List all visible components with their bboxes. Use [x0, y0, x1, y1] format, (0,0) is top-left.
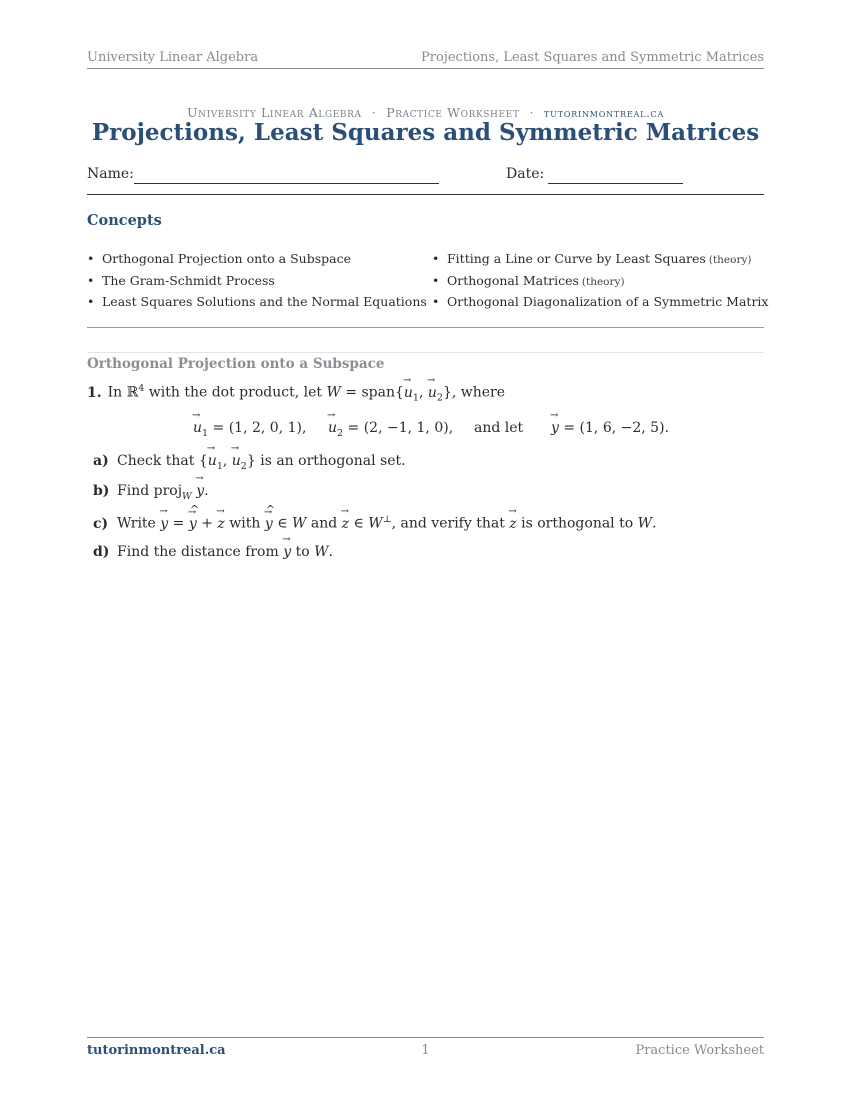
concept-text: Orthogonal Matrices	[447, 272, 579, 288]
date-field[interactable]	[548, 183, 683, 184]
question-number: 1.	[87, 384, 102, 401]
kicker-kind: Practice Worksheet	[386, 105, 520, 120]
kicker-separator: ·	[371, 105, 377, 120]
part-text: and	[306, 515, 342, 532]
worksheet-kicker	[87, 105, 764, 120]
u1-definition: → $u_1 = (1$, 2, 0, 1),	[193, 420, 306, 439]
concept-item	[87, 293, 427, 315]
y-value: = (1, 6, −2, 5).	[563, 420, 669, 436]
part-text: is orthogonal to	[516, 515, 638, 532]
part-c: c) Write → y = ^ y → + → z with ^ y → ∈ W and → z ∈ W⊥, and verify that → z is orthogonal to W.	[93, 514, 656, 532]
date-label: Date:	[506, 166, 545, 182]
footer-site: tutorinmontreal.ca	[87, 1043, 226, 1058]
intro-text: , where	[451, 384, 506, 401]
name-date-row	[87, 166, 764, 186]
section-divider	[87, 352, 764, 353]
header-divider	[87, 194, 764, 195]
kicker-course: University Linear Algebra	[186, 105, 362, 120]
intro-text: with the dot product, let	[144, 384, 327, 401]
concept-text: Least Squares Solutions and the Normal Equations	[102, 294, 427, 309]
name-field[interactable]	[134, 183, 439, 184]
question-1-intro: 1. In ℝ$^4$ with the dot product, let W = span{→ $u_1$, → $u_2$}, where	[87, 383, 764, 403]
name-label: Name:	[87, 166, 134, 182]
concept-text: The Gram-Schmidt Process	[102, 272, 275, 288]
footer-divider	[87, 1037, 764, 1038]
part-text: Find proj	[117, 483, 183, 499]
section-heading: Orthogonal Projection onto a Subspace	[87, 356, 385, 372]
dimension-superscript: 4	[138, 383, 145, 394]
concept-item	[432, 293, 768, 315]
kicker-site: tutorinmontreal.ca	[544, 107, 665, 120]
intro-text: In ℝ	[107, 384, 139, 401]
concept-text: Orthogonal Projection onto a Subspace	[102, 251, 351, 266]
part-text: Check that	[117, 453, 199, 469]
part-text: to	[291, 544, 315, 560]
u2-value: = (2, −1, 1, 0),	[347, 420, 454, 436]
concept-item	[432, 250, 768, 272]
part-d: d) Find the distance from → y to W.	[93, 544, 333, 560]
running-header-left: University Linear Algebra	[87, 50, 259, 65]
part-label: c)	[93, 515, 109, 532]
concepts-left-column	[87, 250, 427, 315]
part-label: b)	[93, 483, 110, 499]
part-text: , and verify that	[391, 515, 510, 532]
concepts-right-column	[432, 250, 768, 315]
part-text: is an orthogonal set.	[255, 453, 406, 469]
concept-text: Fitting a Line or Curve by Least Squares	[447, 251, 706, 266]
running-header-right: Projections, Least Squares and Symmetric Matrices	[421, 50, 764, 65]
and-let-text: and let	[474, 420, 524, 436]
part-text: .	[204, 483, 209, 499]
page-title: Projections, Least Squares and Symmetric Matrices	[91, 119, 760, 146]
u2-definition: → $u_2 = (2$, −1, 1, 0),	[328, 420, 453, 439]
part-text: Find the distance from	[117, 544, 284, 560]
part-a: a) Check that {→ $u_1$, → $u_2$} is an orthogonal set.	[93, 453, 406, 472]
concept-item	[87, 250, 427, 272]
concept-item	[432, 272, 768, 294]
concepts-divider	[87, 327, 764, 328]
part-b: b) Find proj$_W$ → y.	[93, 483, 209, 502]
footer-label: Practice Worksheet	[635, 1043, 764, 1058]
running-header	[87, 50, 764, 69]
concept-text: Orthogonal Diagonalization of a Symmetric Matrix	[447, 294, 769, 309]
kicker-separator: ·	[529, 105, 535, 120]
y-definition: → y = (1, 6, −2, 5).	[551, 420, 669, 436]
part-text: with	[224, 515, 265, 532]
concept-item	[87, 272, 427, 294]
concepts-heading: Concepts	[87, 212, 162, 229]
part-label: d)	[93, 544, 110, 560]
part-text: Write	[117, 515, 161, 532]
concept-note: (theory)	[581, 275, 625, 288]
part-label: a)	[93, 453, 109, 469]
page-number: 1	[421, 1043, 430, 1058]
concept-note: (theory)	[708, 254, 752, 266]
page-footer	[87, 1043, 764, 1061]
u1-value: = (1, 2, 0, 1),	[212, 420, 307, 436]
